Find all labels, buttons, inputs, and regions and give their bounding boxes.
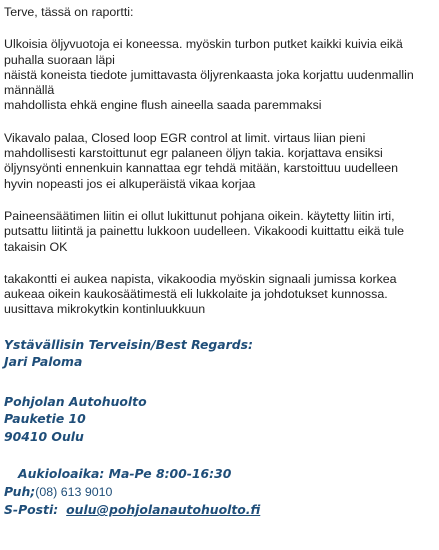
signature-phone — [4, 483, 436, 502]
signature-email — [4, 501, 436, 519]
signature-name: Jari Paloma — [4, 354, 83, 370]
text-line: mahdollisesti karstoittunut egr palaneen öljyn takia. korjattava ensiksi — [4, 146, 383, 161]
signature-contact-block — [4, 465, 436, 519]
text-line: puhalla suoraan läpi — [4, 52, 115, 67]
text-line: näistä koneista tiedote jumittavasta öljyrenkaasta joka korjattu uudenmallin — [4, 67, 414, 82]
greeting-line: Terve, tässä on raportti: — [4, 5, 134, 19]
text-line: Paineensäätimen liitin ei ollut lukittunut pohjana oikein. käytetty liitin irti, — [4, 208, 395, 223]
text-line: mahdollista ehkä engine flush aineella saada paremmaksi — [4, 98, 322, 113]
text-line: uusittava mikrokytkin kontinluukkuun — [4, 302, 206, 317]
signature-phone-label: Puh; — [4, 483, 36, 499]
text-line: Vikavalo palaa, Closed loop EGR control at limit. virtaus liian pieni — [4, 130, 366, 145]
text-line: putsattu liitintä ja painettu lukkoon uudelleen. Vikakoodi kuittattu eikä tule — [4, 224, 404, 239]
text-line: takaisin OK — [4, 239, 68, 254]
signature-regards-block — [4, 336, 436, 371]
paragraph-oil-leaks — [4, 37, 436, 113]
text-line: männällä — [4, 83, 55, 98]
signature-regards: Ystävällisin Terveisin/Best Regards: — [4, 336, 253, 352]
signature-address-block — [4, 393, 436, 446]
text-line: takakontti ei aukea napista, vikakoodia myöskin signaali jumissa korkea — [4, 271, 397, 286]
signature-company: Pohjolan Autohuolto — [4, 393, 147, 409]
paragraph-trunk — [4, 272, 436, 318]
signature-email-label: S-Posti: — [4, 502, 59, 518]
email-body — [4, 5, 436, 519]
paragraph-egr — [4, 131, 436, 192]
signature-hours: Aukioloaika: Ma-Pe 8:00-16:30 — [18, 466, 232, 482]
signature-phone-value: (08) 613 9010 — [35, 484, 113, 499]
paragraph-pressure-regulator — [4, 209, 436, 255]
text-line: öljynsyönti ennenkuin kannattaa egr tehdä mitään, karstoittuu uudelleen — [4, 161, 399, 176]
signature-city: 90410 Oulu — [4, 428, 84, 444]
text-line: hyvin nopeasti jos ei alkuperäistä vikaa korjaa — [4, 176, 256, 191]
text-line: Ulkoisia öljyvuotoja ei koneessa. myöskin turbon putket kaikki kuivia eikä — [4, 37, 403, 52]
signature-street: Pauketie 10 — [4, 411, 86, 427]
signature-email-link[interactable]: oulu@pohjolanautohuolto.fi — [66, 502, 261, 518]
text-line: aukeaa oikein kaukosäätimestä eli lukkolaite ja johdotukset kunnossa. — [4, 287, 388, 302]
greeting — [4, 5, 436, 20]
